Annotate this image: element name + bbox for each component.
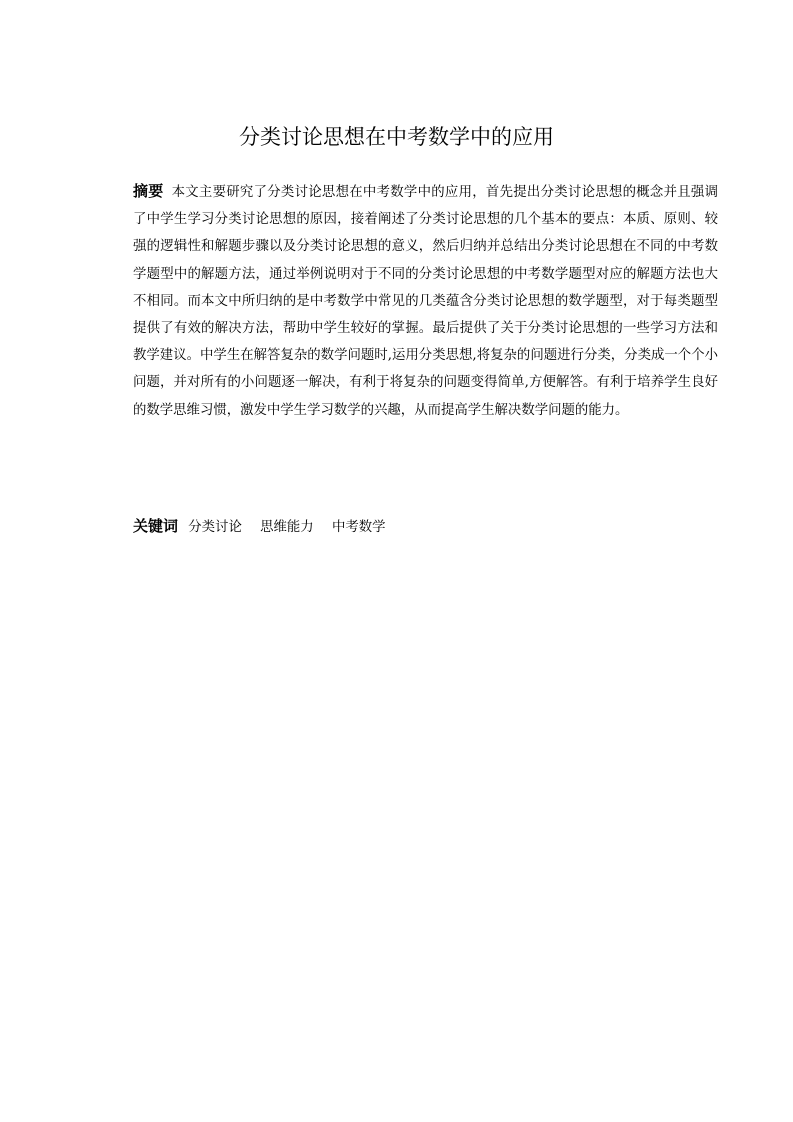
abstract-text: 本文主要研究了分类讨论思想在中考数学中的应用，首先提出分类讨论思想的概念并且强调了中学生学习分类讨论思想的原因，接着阐述了分类讨论思想的几个基本的要点：本质、原则、较强的逻辑性和解题步骤以及分类讨论思想的意义，然后归纳并总结出分类讨论思想在不同的中考数学题型中的解题方法，通过举例说明对于不同的分类讨论思想的中考数学题型对应的解题方法也大不相同。而本文中所归纳的是中考数学中常见的几类蕴含分类讨论思想的数学题型，对于每类题型提供了有效的解决方法，帮助中学生较好的掌握。最后提供了关于分类讨论思想的一些学习方法和教学建议。中学生在解答复杂的数学问题时,运用分类思想,将复杂的问题进行分类，分类成一个个小问题，并对所有的小问题逐一解决，有利于将复杂的问题变得简单,方便解答。有利于培养学生良好的数学思维习惯，激发中学生学习数学的兴趣，从而提高学生解决数学问题的能力。 xyxy=(133,185,718,418)
paper-title: 分类讨论思想在中考数学中的应用 xyxy=(239,125,554,149)
keywords-label: 关键词 xyxy=(133,517,179,535)
keyword-item: 中考数学 xyxy=(331,520,386,535)
keyword-item: 分类讨论 xyxy=(188,520,242,535)
keyword-item: 思维能力 xyxy=(260,520,314,535)
abstract-label: 摘要 xyxy=(133,182,164,200)
keywords-line xyxy=(133,513,718,541)
abstract-paragraph xyxy=(133,178,718,424)
